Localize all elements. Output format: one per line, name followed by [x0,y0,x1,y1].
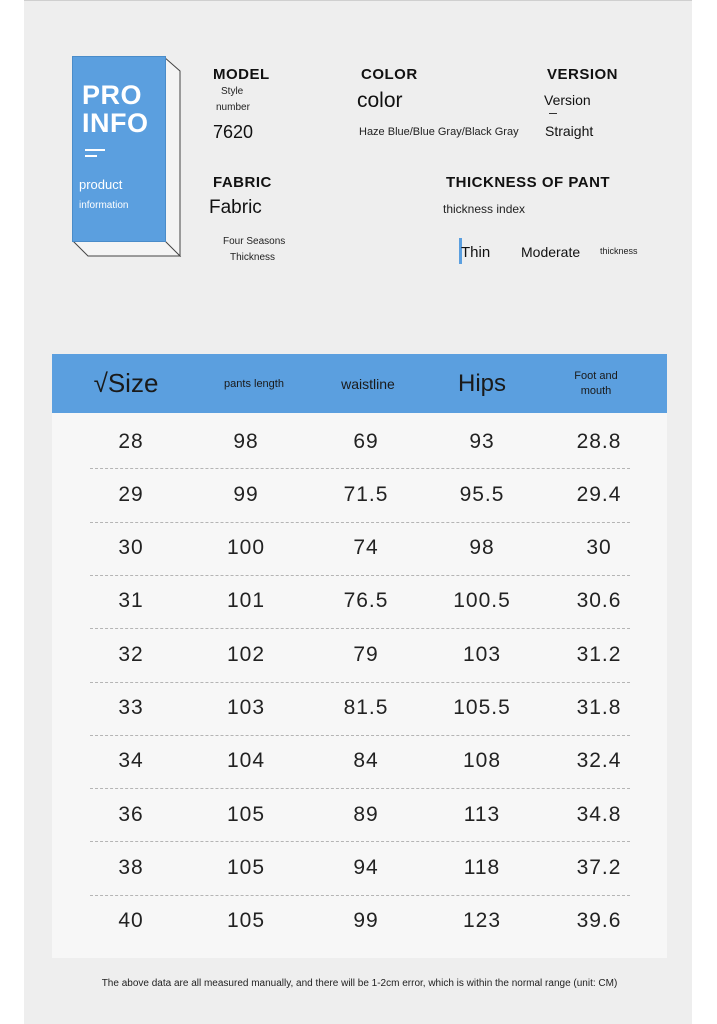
footnote: The above data are all measured manually, and there will be 1-2cm error, which is within the normal range (unit: CM) [101,978,618,989]
size-table-header [52,354,667,413]
model-value: 7620 [213,122,254,142]
cell-waistline: 99 [353,909,379,933]
cell-size: 29 [118,482,144,506]
version-heading: VERSION [547,66,619,83]
cell-size: 38 [118,855,144,879]
cell-waistline: 74 [353,536,379,560]
cell-foot-mouth: 37.2 [576,855,622,879]
cell-waistline: 79 [353,642,379,666]
cell-waistline: 69 [353,429,379,453]
header-foot-mouth [536,354,656,413]
cell-size: 36 [118,802,144,826]
cell-pants-length: 105 [226,855,266,879]
table-row [52,735,667,788]
table-row [52,415,667,468]
cell-pants-length: 103 [226,696,266,719]
cell-size: 31 [118,589,144,613]
header-waistline: waistline [341,375,395,392]
cell-foot-mouth: 31.2 [576,642,622,666]
cell-foot-mouth: 29.4 [576,482,622,506]
product-info-page [24,0,692,1024]
info-box-3d-edge [164,57,180,256]
cell-foot-mouth: 32.4 [576,749,622,773]
footer [52,958,667,1012]
box-dash [85,155,97,157]
cell-pants-length: 99 [233,482,259,506]
cell-hips: 95.5 [459,482,505,506]
cell-hips: 118 [463,855,501,879]
color-label: color [357,89,403,112]
version-label: Version [544,92,591,108]
cell-foot-mouth: 34.8 [576,802,622,826]
cell-pants-length: 104 [226,749,266,773]
cell-hips: 100.5 [453,589,511,613]
thickness-option-moderate: Moderate [521,244,581,260]
table-row [52,895,667,948]
table-row [52,682,667,735]
cell-size: 33 [118,696,144,719]
cell-waistline: 81.5 [343,696,389,719]
cell-pants-length: 105 [226,909,266,933]
cell-foot-mouth: 28.8 [576,429,622,453]
cell-hips: 105.5 [453,696,511,719]
table-row [52,468,667,521]
cell-size: 34 [118,749,144,773]
cell-waistline: 94 [353,855,379,879]
header-size: √Size [93,368,159,398]
header-hips: Hips [457,369,506,397]
table-row [52,522,667,575]
color-value: Haze Blue/Blue Gray/Black Gray [359,126,519,138]
cell-size: 32 [118,642,144,666]
cell-hips: 108 [462,749,502,773]
cell-pants-length: 100 [226,536,266,560]
header-pants-length: pants length [224,377,284,390]
box-dash [85,149,105,151]
fabric-value-line1: Four Seasons [223,236,286,247]
pro-info-title-line2: INFO [82,108,149,138]
box-subtitle-information: information [79,200,129,211]
cell-foot-mouth: 30 [586,536,612,560]
cell-size: 30 [118,536,144,560]
cell-foot-mouth: 39.6 [576,909,622,933]
thickness-option-thin: Thin [461,244,491,261]
cell-hips: 103 [462,642,502,666]
color-heading: COLOR [361,66,418,83]
model-heading: MODEL [213,66,270,83]
fabric-value-line2: Thickness [230,252,276,263]
cell-waistline: 76.5 [343,589,389,613]
cell-waistline: 84 [353,749,379,773]
fabric-label: Fabric [209,197,262,218]
top-divider [24,0,692,1]
fabric-heading: FABRIC [213,174,272,191]
cell-size: 40 [118,909,144,933]
table-row [52,628,667,681]
cell-pants-length: 102 [226,642,266,666]
header-foot-mouth-line1: Foot and [574,369,618,382]
cell-foot-mouth: 30.6 [576,589,622,613]
thickness-option-thickness: thickness [600,246,638,256]
cell-waistline: 89 [353,802,379,826]
info-box-bottom-edge [73,241,193,266]
pro-info-box [73,57,165,241]
cell-foot-mouth: 31.8 [576,696,622,719]
cell-hips: 123 [462,909,502,933]
cell-hips: 98 [469,536,495,560]
thickness-heading: THICKNESS OF PANT [446,174,611,191]
pro-info-title [82,81,149,137]
cell-pants-length: 98 [233,429,259,453]
cell-size: 28 [118,429,144,453]
header-foot-mouth-line2: mouth [580,384,612,397]
version-dash [549,113,557,114]
cell-waistline: 71.5 [343,482,389,506]
cell-pants-length: 105 [226,802,266,826]
pro-info-title-line1: PRO [82,80,143,110]
thickness-index-label: thickness index [443,202,526,216]
model-label-number: number [216,102,250,113]
model-label-style: Style [221,86,244,97]
table-row [52,575,667,628]
box-subtitle-product: product [79,177,123,192]
cell-hips: 113 [463,802,501,826]
version-value: Straight [545,123,594,139]
table-row [52,841,667,894]
cell-pants-length: 101 [226,589,266,613]
cell-hips: 93 [469,429,495,453]
table-row [52,788,667,841]
